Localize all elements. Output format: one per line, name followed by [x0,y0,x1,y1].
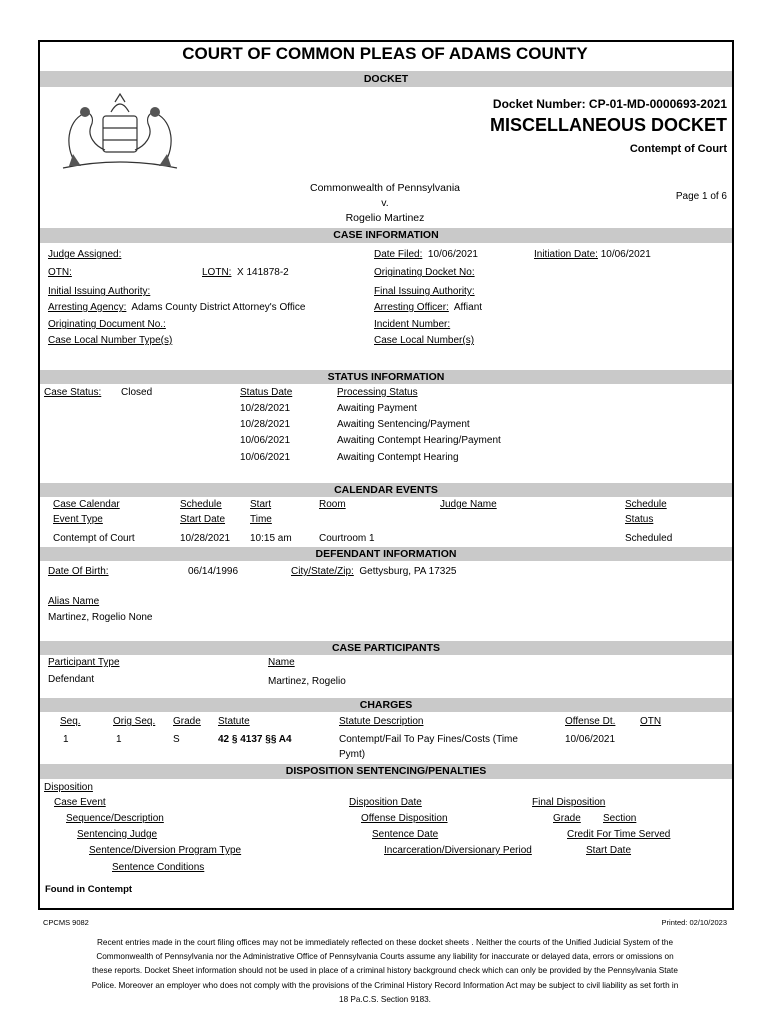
status-row-status: Awaiting Sentencing/Payment [337,419,470,430]
start-time-header: Start [250,499,272,510]
case-local-numbers-label: Case Local Number(s) [374,335,475,346]
charge-orig-seq: 1 [116,734,122,745]
caption-plaintiff: Commonwealth of Pennsylvania [310,182,460,194]
docket-type: MISCELLANEOUS DOCKET [489,115,727,135]
schedule-status-header: Status [625,514,654,525]
event-type-header: Event Type [53,514,103,525]
grade-label: Grade [553,813,581,824]
status-information-bar: STATUS INFORMATION [40,370,732,384]
room-header: Room [319,499,346,510]
pennsylvania-seal-icon [55,92,185,174]
sentencing-judge-label: Sentencing Judge [77,829,158,840]
disclaimer: Recent entries made in the court filing offices may not be immediately reflected on these docket sheets . Neither the courts of the Unified Judicial System of the Commonwealth of Pennsylvania nor the Administrative Office of Pennsylvania Courts assume any liability for inaccurate or delayed data, errors or omissions on these reports. Docket Sheet information should not be used in place of a criminal history background check which can only be provided by the Pennsylvania State Police. Moreover an employer who does not comply with the provisions of the Criminal History Record Information Act may be subject to civil liability as set forth in 18 Pa.C.S. Section 9183. [91,938,679,1004]
judge-assigned-label: Judge Assigned: [48,249,122,260]
event-type-header: Case Calendar [53,499,120,510]
status-date-header: Status Date [240,387,293,398]
case-local-number-types-label: Case Local Number Type(s) [48,335,173,346]
case-status-label: Case Status: [44,387,102,398]
calendar-start-time: 10:15 am [250,533,292,544]
participant-type-header: Participant Type [48,657,120,668]
docket-bar: DOCKET [40,71,732,87]
start-time-header: Time [250,514,272,525]
offense-disposition-label: Offense Disposition [361,813,448,824]
otn-label: OTN: [48,267,72,278]
calendar-events-bar: CALENDAR EVENTS [40,483,732,497]
final-disposition-label: Final Disposition [532,797,606,808]
initial-issuing-label: Initial Issuing Authority: [48,286,151,297]
arresting-agency: Arresting Agency: Adams County District Attorney's Office [48,302,306,313]
participant-name-header: Name [268,657,295,668]
orig-seq-header: Orig Seq. [113,716,156,727]
sentence-date-label: Sentence Date [372,829,439,840]
incarceration-period-label: Incarceration/Diversionary Period [384,845,532,856]
printed-date: Printed: 02/10/2023 [661,918,727,927]
status-row-status: Awaiting Contempt Hearing/Payment [337,435,501,446]
charge-statute: 42 § 4137 §§ A4 [218,734,292,745]
status-row-date: 10/28/2021 [240,419,291,430]
seq-header: Seq. [60,716,81,727]
processing-status-header: Processing Status [337,387,418,398]
incident-number-label: Incident Number: [374,319,451,330]
sequence-description-label: Sequence/Description [66,813,164,824]
case-event-label: Case Event [54,797,106,808]
court-title: COURT OF COMMON PLEAS OF ADAMS COUNTY [182,44,588,63]
status-row-status: Awaiting Payment [337,403,417,414]
arresting-officer: Arresting Officer: Affiant [374,302,483,313]
page-number: Page 1 of 6 [675,191,727,202]
disposition-bar: DISPOSITION SENTENCING/PENALTIES [40,764,732,779]
city-state-zip: City/State/Zip: Gettysburg, PA 17325 [291,566,457,577]
dob-value: 06/14/1996 [188,566,239,577]
calendar-start-date: 10/28/2021 [180,533,231,544]
caption-versus: v. [381,197,389,209]
participant-type: Defendant [48,674,95,685]
dob-label: Date Of Birth: [48,566,109,577]
section-label: Section [603,813,637,824]
disposition-label: Disposition [44,782,93,793]
found-in-contempt: Found in Contempt [45,884,133,895]
charge-seq: 1 [63,734,69,745]
program-type-label: Sentence/Diversion Program Type [89,845,242,856]
charge-description-line-1: Contempt/Fail To Pay Fines/Costs (Time [339,734,518,745]
form-number: CPCMS 9082 [43,918,89,927]
alias-name-label: Alias Name [48,596,100,607]
start-date-label: Start Date [586,845,632,856]
offense-date-header: Offense Dt. [565,716,616,727]
final-issuing-label: Final Issuing Authority: [374,286,475,297]
status-row-date: 10/28/2021 [240,403,291,414]
status-row-date: 10/06/2021 [240,452,291,463]
defendant-information-bar: DEFENDANT INFORMATION [40,547,732,561]
start-date-header: Schedule [180,499,222,510]
charges-bar: CHARGES [40,698,732,712]
case-information-bar: CASE INFORMATION [40,228,732,243]
status-row-date: 10/06/2021 [240,435,291,446]
charge-description-line-2: Pymt) [339,749,366,760]
case-type: Contempt of Court [629,143,727,155]
schedule-status-header: Schedule [625,499,667,510]
case-participants-bar: CASE PARTICIPANTS [40,641,732,655]
case-status-value: Closed [121,387,153,398]
caption-defendant: Rogelio Martinez [345,212,425,224]
lotn: LOTN: X 141878-2 [202,267,289,278]
originating-document-label: Originating Document No.: [48,319,166,330]
date-filed: Date Filed: 10/06/2021 [374,249,478,260]
status-row-status: Awaiting Contempt Hearing [337,452,459,463]
grade-header: Grade [173,716,201,727]
judge-name-header: Judge Name [440,499,497,510]
calendar-event-type: Contempt of Court [53,533,135,544]
calendar-status: Scheduled [625,533,673,544]
start-date-header: Start Date [180,514,226,525]
initiation-date: Initiation Date: 10/06/2021 [534,249,651,260]
otn-header: OTN [640,716,662,727]
sentence-conditions-label: Sentence Conditions [112,862,205,873]
docket-number: Docket Number: CP-01-MD-0000693-2021 [492,97,727,111]
alias-name-value: Martinez, Rogelio None [48,612,153,623]
charge-grade: S [173,734,180,745]
credit-time-served-label: Credit For Time Served [567,829,671,840]
charge-offense-date: 10/06/2021 [565,734,616,745]
disposition-date-label: Disposition Date [349,797,422,808]
participant-name: Martinez, Rogelio [268,676,346,687]
statute-header: Statute [218,716,250,727]
calendar-room: Courtroom 1 [319,533,375,544]
statute-description-header: Statute Description [339,716,424,727]
originating-docket-label: Originating Docket No: [374,267,475,278]
